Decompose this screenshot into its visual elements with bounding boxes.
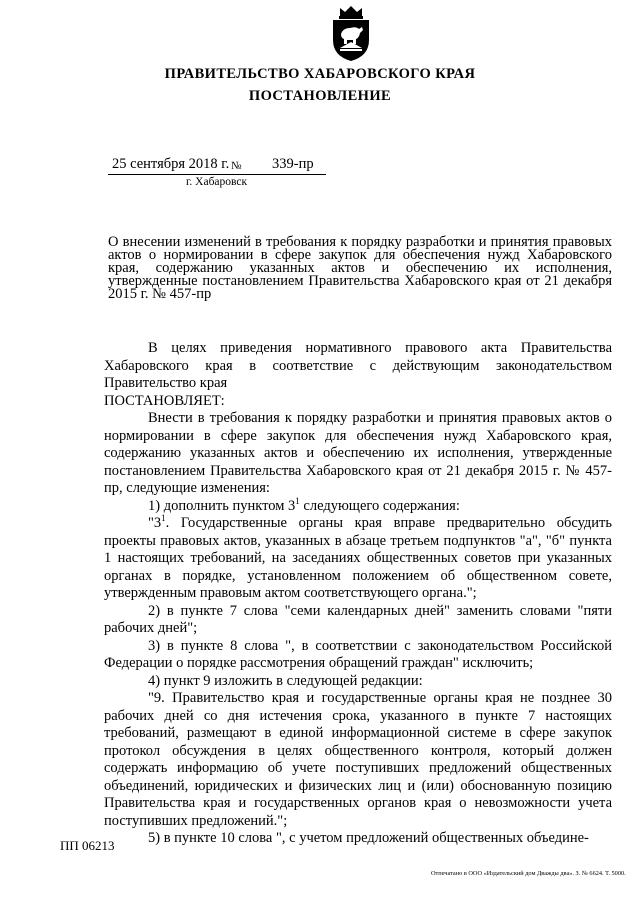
item-5: 5) в пункте 10 слова ", с учетом предложений общественных объедине- (148, 830, 589, 846)
clause-3-1-number: "3 (148, 515, 162, 531)
coat-of-arms-icon (328, 4, 374, 62)
item-3: 3) в пункте 8 слова ", в соответствии с законодательством Российской Федерации о порядке рассмотрения обращений граждан" исключить; (104, 637, 612, 671)
decree-date: 25 сентября 2018 г. (112, 156, 230, 172)
item-4: 4) пункт 9 изложить в следующей редакции: (148, 672, 423, 689)
preamble-paragraph: В целях приведения нормативного правового акта Правительства Хабаровского края в соответствие с действующим законодательством Правительство края (104, 340, 612, 391)
clause-3-1-superscript: 1 (161, 513, 166, 523)
document-code: ПП 06213 (60, 838, 115, 853)
decree-number: 339-пр (272, 156, 314, 172)
clause-3-1-text: . Государственные органы края вправе предварительно обсудить проекты правовых актов, указанных в абзаце третьем подпунктов "а", "б" пункта 1 настоящих требований, на заседаниях общественных советов при указанных органах в порядке, установленном положением об общественном совете, утвержденным правовым актом соответствующего органа."; (104, 515, 612, 601)
date-underline (108, 174, 326, 175)
resolves-heading: ПОСТАНОВЛЯЕТ: (104, 392, 225, 409)
item-1-tail: следующего содержания: (299, 497, 460, 514)
document-body (104, 340, 612, 848)
print-imprint: Отпечатано в ООО «Издательский дом Дважды два». З. № 6624. Т. 5000. (431, 870, 626, 877)
item-1-superscript: 1 (295, 495, 300, 506)
item-1-text: 1) дополнить пунктом 3 (148, 497, 296, 514)
government-name: ПРАВИТЕЛЬСТВО ХАБАРОВСКОГО КРАЯ (164, 66, 476, 82)
quoted-clause-9: "9. Правительство края и государственные органы края не позднее 30 рабочих дней со дня истечения срока, указанного в пункте 7 настоящих требований, размещают в единой информационной системе в сфере закупок протокол обсуждения в целях общественного контроля, который должен содержать информацию об учете поступивших предложений общественных объединений, юридических и физических лиц и (или) обоснованную позицию Правительства края и государственных органов края о невозможности учета поступивших предложений."; (104, 690, 612, 829)
city: г. Хабаровск (186, 176, 248, 188)
item-1 (104, 495, 612, 516)
item-2: 2) в пункте 7 слова "семи календарных дней" заменить словами "пяти рабочих дней"; (104, 602, 612, 636)
document-type: ПОСТАНОВЛЕНИЕ (248, 88, 392, 104)
number-sign: № (231, 160, 242, 172)
quoted-clause-3-1 (104, 515, 612, 603)
main-paragraph: Внести в требования к порядку разработки и принятия правовых актов о нормировании в сфере закупок для обеспечения нужд Хабаровского края, содержанию указанных актов и обеспечению их исполнения, утвержденные постановлением Правительства Хабаровского края от 21 декабря 2015 г. № 457-пр, следующие изменения: (104, 410, 612, 496)
document-title: О внесении изменений в требования к порядку разработки и принятия правовых актов о нормировании в сфере закупок для обеспечения нужд Хабаровского края, содержанию указанных актов и обеспечению их исполнения, утвержденные постановлением Правительства Хабаровского края от 21 декабря 2015 г. № 457-пр (108, 234, 612, 302)
